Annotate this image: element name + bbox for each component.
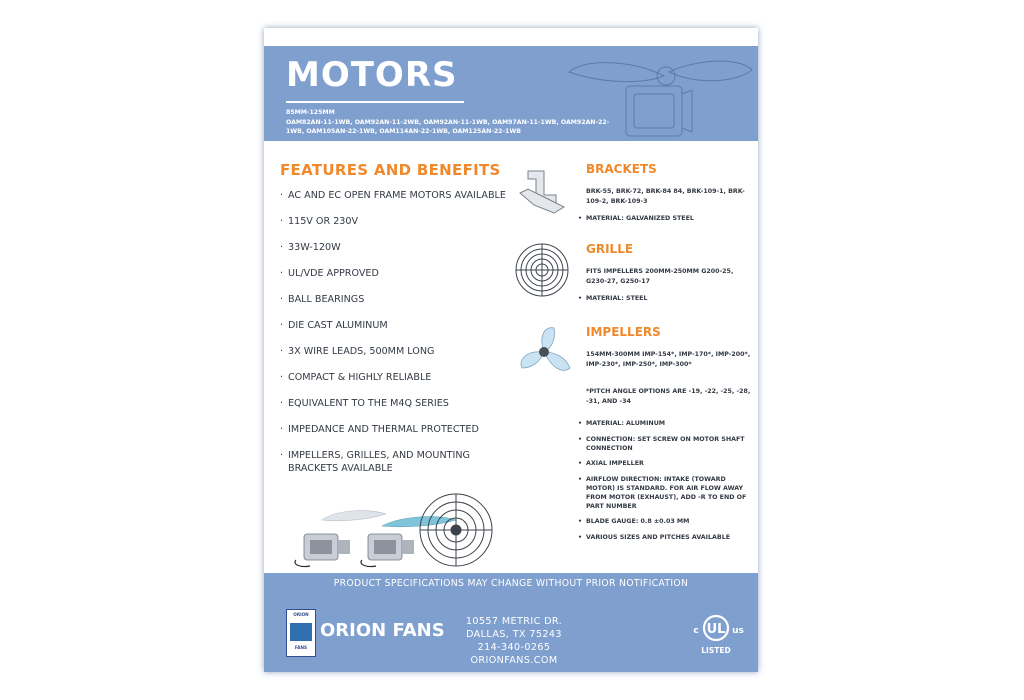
header-band: [264, 46, 758, 141]
impellers-title: IMPELLERS: [586, 325, 661, 339]
ul-text: UL: [706, 622, 726, 637]
spec-item: • MATERIAL: ALUMINUM: [578, 419, 754, 428]
feature-item: · 33W-120W: [280, 241, 508, 254]
logo-bottom-text: FANS: [294, 645, 308, 650]
grille-title: GRILLE: [586, 242, 634, 256]
size-range: 85MM-125MM: [286, 109, 335, 116]
ul-us-text: us: [732, 626, 744, 636]
feature-item: · DIE CAST ALUMINUM: [280, 319, 508, 332]
motor-photo-2: [361, 517, 456, 567]
logo-mark-icon: [290, 623, 312, 641]
bracket-icon: [514, 165, 570, 217]
title-underline: [286, 101, 464, 103]
brackets-models: BRK-55, BRK-72, BRK-84 84, BRK-109-1, BRK-109-2, BRK-109-3: [586, 188, 745, 205]
model-list: OAM82AN-11-1WB, OAM92AN-11-2WB, OAM92AN-11-1WB, OAM97AN-11-1WB, OAM92AN-22-1WB, OAM105AN-22-1WB, OAM114AN-22-1WB, OAM125AN-22-1WB: [286, 119, 610, 135]
spec-item: • MATERIAL: STEEL: [578, 294, 754, 303]
feature-item: · 3X WIRE LEADS, 500MM LONG: [280, 345, 508, 358]
ul-c-text: c: [693, 626, 699, 636]
feature-item: · AC AND EC OPEN FRAME MOTORS AVAILABLE: [280, 189, 508, 202]
spec-item: • AIRFLOW DIRECTION: INTAKE (TOWARD MOTOR) IS STANDARD. FOR AIR FLOW AWAY FROM MOTOR (EXHAUST), ADD -R TO END OF PART NUMBER: [578, 475, 754, 511]
orion-logo: [286, 609, 316, 657]
spec-item: • MATERIAL: GALVANIZED STEEL: [578, 214, 754, 223]
logo-top-text: ORION: [293, 612, 309, 617]
ul-listed-mark-icon: [686, 611, 746, 659]
footer-band: [264, 573, 758, 672]
spec-notice: PRODUCT SPECIFICATIONS MAY CHANGE WITHOUT PRIOR NOTIFICATION: [333, 578, 689, 589]
feature-item: · IMPELLERS, GRILLES, AND MOUNTING BRACKETS AVAILABLE: [280, 449, 508, 475]
contact-block: [459, 615, 569, 667]
address-line-2: DALLAS, TX 75243: [466, 629, 562, 640]
spec-item: • BLADE GAUGE: 0.8 ±0.03 MM: [578, 517, 754, 526]
feature-item: · EQUIVALENT TO THE M4Q SERIES: [280, 397, 508, 410]
grille-text: FITS IMPELLERS 200MM-250MM G200-25, G230-27, G250-17: [586, 268, 734, 285]
phone-number: 214-340-0265: [477, 642, 551, 653]
impellers-text: 154MM-300MM IMP-154*, IMP-170*, IMP-200*, IMP-230*, IMP-250*, IMP-300*: [586, 351, 751, 368]
impeller-icon: [514, 324, 574, 384]
feature-item: · IMPEDANCE AND THERMAL PROTECTED: [280, 423, 508, 436]
fan-grille-photo: [420, 494, 492, 566]
brackets-specs: [578, 214, 754, 230]
spec-item: • AXIAL IMPELLER: [578, 459, 754, 468]
features-title: FEATURES AND BENEFITS: [280, 161, 501, 179]
spec-item: • VARIOUS SIZES AND PITCHES AVAILABLE: [578, 533, 754, 542]
grille-icon: [514, 242, 570, 298]
feature-item: · COMPACT & HIGHLY RELIABLE: [280, 371, 508, 384]
impellers-note: *PITCH ANGLE OPTIONS ARE -19, -22, -25, -28, -31, AND -34: [586, 388, 751, 405]
features-list: [280, 189, 508, 488]
address-line-1: 10557 METRIC DR.: [465, 616, 563, 627]
motors-product-photo: [286, 490, 496, 570]
brackets-title: BRACKETS: [586, 162, 657, 176]
top-margin: [264, 28, 758, 46]
feature-item: · BALL BEARINGS: [280, 293, 508, 306]
ul-listed-text: LISTED: [701, 646, 731, 655]
impellers-specs: [578, 419, 754, 548]
website-link[interactable]: ORIONFANS.COM: [470, 655, 558, 666]
brand-name: ORION FANS: [320, 620, 445, 641]
spec-item: • CONNECTION: SET SCREW ON MOTOR SHAFT CONNECTION: [578, 435, 754, 453]
grille-specs: [578, 294, 754, 310]
datasheet-page: [264, 28, 758, 672]
feature-item: · 115V OR 230V: [280, 215, 508, 228]
page-title: MOTORS: [286, 55, 458, 95]
motor-sketch-icon: [564, 50, 754, 141]
feature-item: · UL/VDE APPROVED: [280, 267, 508, 280]
